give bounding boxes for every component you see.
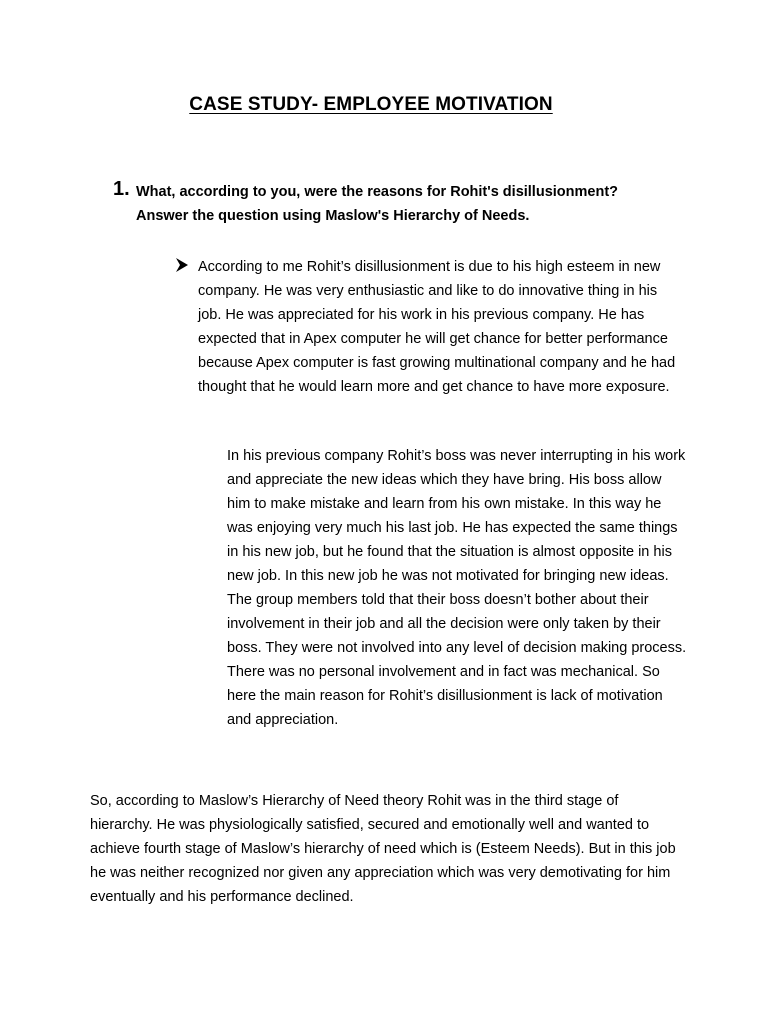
question-block <box>113 180 673 228</box>
answer-bullet-item <box>174 255 684 399</box>
page-title: CASE STUDY- EMPLOYEE MOTIVATION <box>189 94 553 115</box>
paragraph-previous-company: In his previous company Rohit’s boss was never interrupting in his work and appreciate the new ideas which they have bring. His boss allow him to make mistake and learn from his own mistake. In this way he was enjoying very much his last job. He has expected the same things in his new job, but he found that the situation is almost opposite in his new job. In this new job he was not motivated for bringing new ideas. The group members told that their boss doesn’t bother about their involvement in their job and all the decision were only taken by their boss. They were not involved into any level of decision making process. There was no personal involvement and in fact was mechanical. So here the main reason for Rohit’s disillusionment is lack of motivation and appreciation. <box>227 448 687 728</box>
paragraph-conclusion: So, according to Maslow’s Hierarchy of Need theory Rohit was in the third stage of hierarchy. He was physiologically satisfied, secured and emotionally well and wanted to achieve fourth stage of Maslow’s hierarchy of need which is (Esteem Needs). But in this job he was neither recognized nor given any appreciation which was very demotivating for him eventually and his performance declined. <box>90 793 676 905</box>
question-text: What, according to you, were the reasons for Rohit's disillusionment? Answer the question using Maslow's Hierarchy of Needs. <box>136 184 619 224</box>
answer-text: According to me Rohit’s disillusionment is due to his high esteem in new company. He was very enthusiastic and like to do innovative thing in his job. He was appreciated for his work in his previous company. He has expected that in Apex computer he will get chance for better performance because Apex computer is fast growing multinational company and he had thought that he would learn more and get chance to have more exposure. <box>198 259 676 395</box>
arrow-bullet-icon <box>174 257 190 273</box>
question-number: 1. <box>113 178 130 200</box>
